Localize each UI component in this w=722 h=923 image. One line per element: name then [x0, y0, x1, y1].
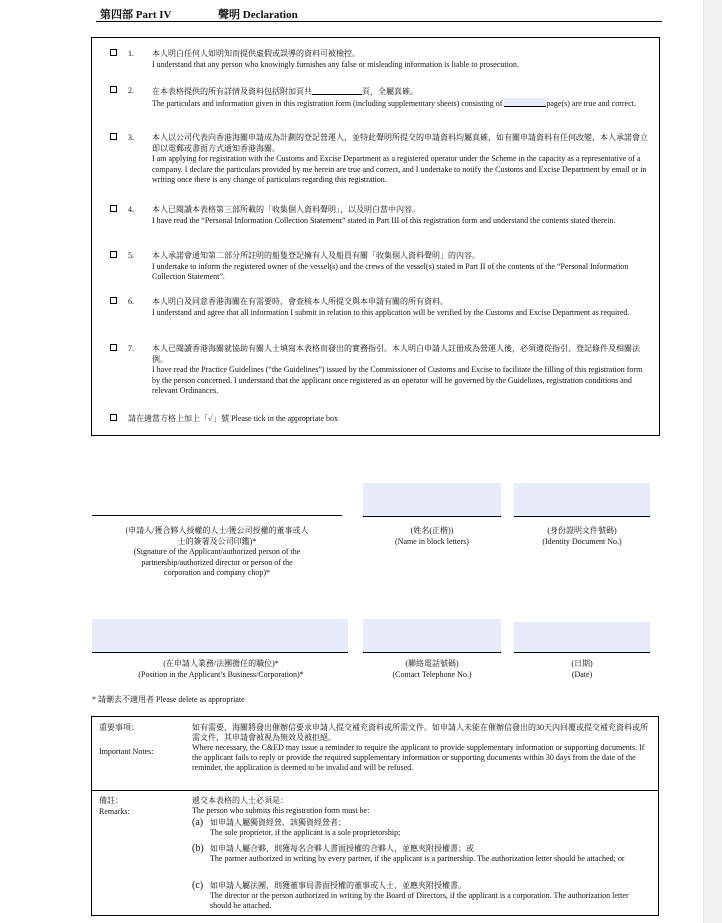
declaration-en-part2: page(s) are true and correct. [546, 98, 636, 108]
declaration-number: 7. [128, 344, 134, 353]
declaration-number: 1. [128, 49, 134, 58]
declaration-en: I have read the “Personal Information Collection Statement” stated in Part III of this registration form and understand the contents stated therein. [152, 215, 616, 225]
declaration-item-5 [106, 251, 652, 285]
notes-box [91, 716, 659, 916]
declaration-zh-part1: 在本表格提供的所有詳情及資料包括附加頁共 [152, 87, 312, 96]
declaration-zh: 本人明白及同意香港海關在有需要時，會查核本人所提交與本申請有關的所有資料。 [152, 297, 448, 306]
remarks-label-en: Remarks: [99, 807, 130, 816]
declaration-en: I understand and agree that all information I submit in relation to this application will be verified by the Customs and Excise Department as required. [152, 307, 630, 317]
header-rule [96, 21, 662, 22]
declaration-item-6 [106, 297, 652, 331]
declaration-number: 4. [128, 205, 134, 214]
id-document-label: (身份證明文件號碼) (Identity Document No.) [542, 526, 622, 546]
tick-instruction: 請在適當方格上加上「✓」號 Please tick in the appropriate box [128, 414, 339, 423]
declaration-item-3 [106, 133, 652, 189]
important-notes-label-zh: 重要事項： [99, 723, 139, 732]
remark-marker: (b) [192, 843, 204, 854]
remark-marker: (c) [192, 880, 204, 891]
declaration-box [91, 37, 660, 436]
declaration-6-checkbox[interactable] [110, 297, 117, 304]
remarks-label-zh: 備註： [99, 796, 123, 805]
tick-instruction-row [106, 414, 652, 426]
declaration-1-checkbox[interactable] [110, 49, 117, 56]
id-document-input[interactable] [514, 483, 650, 517]
name-label: (姓名(正楷)) (Name in block letters) [395, 526, 469, 546]
declaration-zh-part2: 頁，全屬真確。 [362, 87, 418, 96]
part-header [96, 5, 662, 23]
declaration-en-part1: The particulars and information given in this registration form (including supplementary sheets) consisting of [152, 98, 503, 108]
date-input[interactable] [514, 622, 650, 653]
declaration-en: I am applying for registration with the Customs and Excise Department as a registered operator under the Scheme in the capacity as a representative of a company. I declare the particulars provided by me herein are true and correct, and I undertake to notify the Customs and Excise Department by email or in writing once there is any change of particulars regarding this registration. [152, 154, 647, 184]
declaration-number: 6. [128, 297, 134, 306]
declaration-en: I undertake to inform the registered owner of the vessel(s) and the crews of the vessel(s) stated in Part II of the contents of the “Personal Information Collection Statement”. [152, 261, 629, 281]
declaration-number: 5. [128, 251, 134, 260]
remark-item-b: (b) 如申請人屬合夥，則獲每名合夥人書面授權的合夥人，並應夾附授權書；或 The partner authorized in writing by every partner, if the applicant is a partnership. The authorization letter should be attached; or [192, 843, 625, 863]
part-label: 第四部 Part IV [100, 9, 172, 21]
signature-label: (申請人/獲合夥人授權的人士/獲公司授權的董事或人士的簽署及公司印鑑)* (Signature of the Applicant/authorized person of the partnership/authorized director or person of the corporation and company chop)* [125, 526, 309, 577]
declaration-item-2 [106, 86, 652, 120]
declaration-item-7 [106, 344, 652, 400]
declaration-7-checkbox[interactable] [110, 344, 117, 351]
declaration-en: I have read the Practice Guidelines (“the Guidelines”) issued by the Commissioner of Customs and Excise to facilitate the filling of this registration form by the person concerned. I understand that the applicant once registered as an operator will be governed by the Guidelines, registration conditions and relevant Ordinances. [152, 365, 643, 395]
declaration-en: I understand that any person who knowingly furnishes any false or misleading information is liable to prosecution. [152, 59, 519, 69]
notes-divider [92, 790, 658, 791]
remark-marker: (a) [192, 817, 204, 828]
delete-note: * 請刪去不適用者 Please delete as appropriate [92, 695, 245, 704]
declaration-number: 2. [128, 86, 134, 95]
remarks-intro: 遞交本表格的人士必須是： The person who submits this registration form must be: [192, 796, 370, 815]
declaration-zh: 本人已閱讀本表格第三部所載的「收集個人資料聲明」，以及明白當中內容。 [152, 205, 420, 214]
date-label: (日期) (Date) [571, 659, 593, 679]
scrollbar-track[interactable] [703, 0, 722, 923]
remark-item-a: (a) 如申請人屬獨資經營，該獨資經營者； The sole proprietor, if the applicant is a sole proprietorship; [192, 817, 401, 837]
declaration-zh: 本人已閱讀香港海關就協助有關人士填寫本表格而發出的實務指引。本人明白申請人註冊成為營運人後，必須遵從指引、登記條件及相關法例。 [152, 344, 640, 364]
declaration-3-checkbox[interactable] [110, 133, 117, 140]
declaration-zh: 本人承諾會通知第二部分所註明的船隻登記擁有人及船員有關「收集個人資料聲明」的內容。 [152, 251, 480, 260]
page-count-blank[interactable] [312, 86, 362, 95]
declaration-number: 3. [128, 133, 134, 142]
name-input[interactable] [363, 483, 501, 517]
declaration-zh: 本人明白任何人如明知而提供虛假或誤導的資料可被檢控。 [152, 49, 360, 58]
declaration-item-1 [106, 49, 652, 73]
page-count-field[interactable] [504, 98, 546, 107]
page-title: 聲明 Declaration [218, 9, 298, 21]
important-notes-label-en: Important Notes: [99, 747, 154, 756]
declaration-4-checkbox[interactable] [110, 205, 117, 212]
sample-checkbox [110, 414, 117, 421]
declaration-zh: 本人以公司代表向香港海關申請成為計劃的登記營運人，並特此聲明所提交的申請資料均屬真確，如有關申請資料有任何改變，本人承諾會立即以電郵或書面方式通知香港海關。 [152, 133, 648, 153]
position-label: (在申請人業務/法團擔任的職位)* (Position in the Applicant’s Business/Corporation)* [138, 659, 304, 679]
declaration-2-checkbox[interactable] [110, 86, 117, 93]
declaration-item-4 [106, 205, 652, 239]
remark-item-c: (c) 如申請人屬法團，則獲董事局書面授權的董事或人士，並應夾附授權書。 The director or the person authorized in writing by the Board of Directors, if the applicant is a corporation. The authorization letter should be attached. [192, 880, 629, 910]
signature-line [92, 515, 342, 516]
contact-telephone-input[interactable] [363, 619, 501, 653]
contact-telephone-label: (聯絡電話號碼) (Contact Telephone No.) [392, 659, 472, 679]
declaration-5-checkbox[interactable] [110, 251, 117, 258]
important-notes-text: 如有需要，海關將發出催辦信要求申請人提交補充資料或所需文件。如申請人未能在催辦信發出的30天內回覆或提交補充資料或所需文件，其申請會被視為無效及被拒絕。 Where necessary, the C&ED may issue a reminder to require the applicant to provide supplementary information or supporting documents. If the applicant fails to reply or provide the required supplementary information or supporting documents within 30 days from the date of the reminder, the application is deemed to be invalid and will be refused. [192, 723, 648, 772]
position-input[interactable] [92, 619, 348, 653]
